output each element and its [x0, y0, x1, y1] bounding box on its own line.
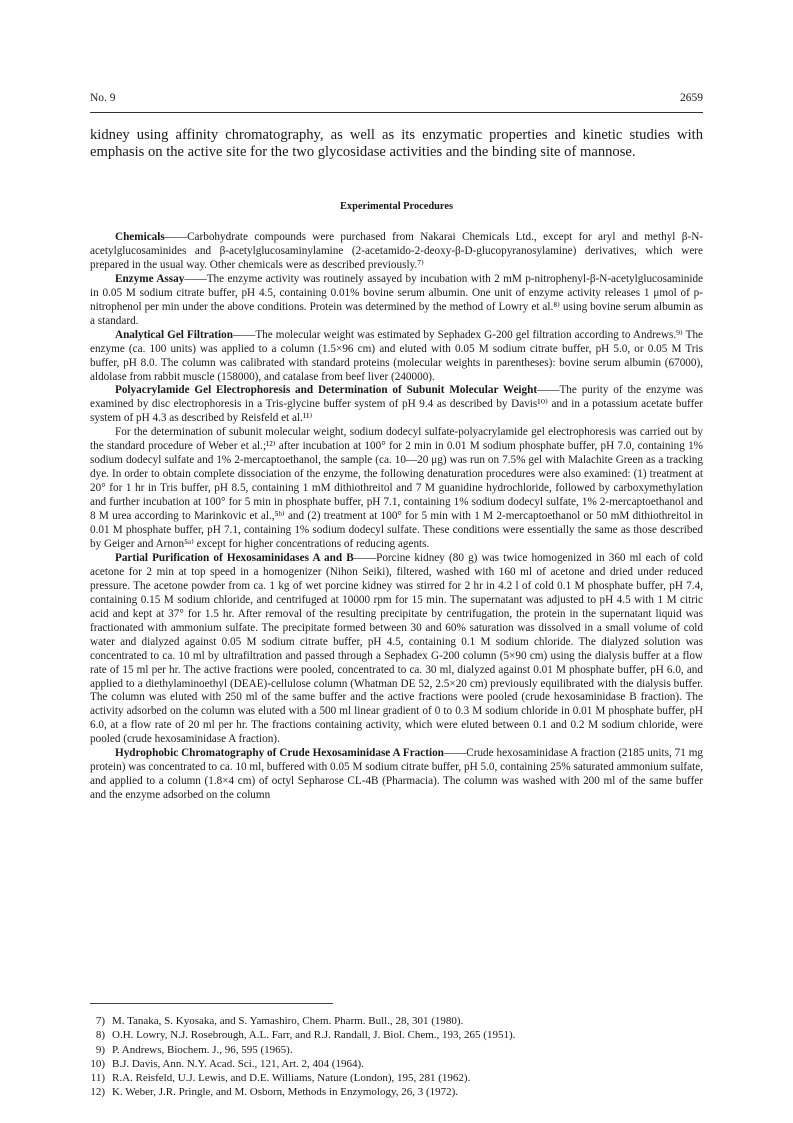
- intro-paragraph: kidney using affinity chromatography, as well as its enzymatic properties and kinetic studies with emphasis on the active site for the two glycosidase activities and the binding site of mannose.: [90, 127, 703, 161]
- footnote-text: O.H. Lowry, N.J. Rosebrough, A.L. Farr, and R.J. Randall, J. Biol. Chem., 193, 265 (1951).: [112, 1029, 516, 1042]
- page-number: 2659: [680, 92, 703, 104]
- footnote: [90, 1014, 703, 1028]
- footnote-text: B.J. Davis, Ann. N.Y. Acad. Sci., 121, Art. 2, 404 (1964).: [112, 1057, 364, 1070]
- paragraph-heading: Analytical Gel Filtration: [115, 328, 233, 341]
- paragraph-text: The molecular weight was estimated by Sephadex G-200 gel filtration according to Andrews.⁹⁾ The enzyme (ca. 100 units) was applied to a column (1.5×96 cm) and eluted with 0.05 M sodium citrate buffer, pH 5.0, or 0.05 M Tris buffer, pH 8.0. The column was calibrated with standard proteins (molecular weights in parentheses): bovine serum albumin (67000), aldolase from rabbit muscle (158000), and catalase from beef liver (240000).: [90, 328, 704, 383]
- running-header: [90, 92, 703, 108]
- paragraph-text: For the determination of subunit molecular weight, sodium dodecyl sulfate-polyacrylamide gel electrophoresis was carried out by the standard procedure of Weber et al.;¹²⁾ after incubation at 100° for 2 min in 0.01 M sodium phosphate buffer, pH 7.0, containing 1% sodium dodecyl sulfate and 1% 2-mercaptoethanol, the sample (ca. 10—20 μg) was run on 7.5% gel with Malachite Green as a tracking dye. In order to obtain complete dissociation of the enzyme, the following denaturation procedures were also examined: (1) treatment at 20° for 1 hr in Tris buffer, pH 8.5, containing 1 mM dithiothreitol and 7 M guanidine hydrochloride, followed by carboxymethylation and further incubation at 100° for 5 min in phosphate buffer, pH 7.1, containing 1% sodium dodecyl sulfate, 1% 2-mercaptoethanol and 8 M urea according to Marinkovic et al.,⁵ᵇ⁾ and (2) treatment at 100° for 5 min with 1 M 2-mercaptoethanol or 50 mM dithiothreitol in 0.01 M phosphate buffer, pH 7.1, containing 1% sodium dodecyl sulfate. These conditions were essentially the same as those described by Geiger and Arnon⁵ᵃ⁾ except for higher concentrations of reducing agents.: [90, 426, 703, 550]
- footnote-rule: [90, 1003, 333, 1004]
- footnote: [90, 1028, 703, 1042]
- footnote: [90, 1043, 703, 1057]
- footnote-number: 7): [95, 1015, 105, 1027]
- heading-dash: ——: [164, 231, 188, 243]
- footnote-text: M. Tanaka, S. Kyosaka, and S. Yamashiro, Chem. Pharm. Bull., 28, 301 (1980).: [112, 1015, 464, 1027]
- footnotes: [90, 1014, 703, 1100]
- footnote-number: 9): [95, 1043, 105, 1056]
- paragraph-heading: Enzyme Assay: [115, 272, 185, 285]
- footnote: [90, 1057, 703, 1071]
- heading-dash: ——: [232, 328, 256, 341]
- paragraph-electrophoresis: [90, 384, 703, 426]
- paragraph-text: The enzyme activity was routinely assayed by incubation with 2 mM p-nitrophenyl-β-N-acetylglucosaminide in 0.05 M sodium citrate buffer, pH 4.5, containing 0.01% bovine serum albumin. One unit of enzyme activity releases 1 μmol of p-nitrophenol per min under the above conditions. Protein was determined by the method of Lowry et al.⁸⁾ using bovine serum albumin as a standard.: [90, 272, 703, 327]
- heading-dash: ——: [353, 551, 377, 564]
- paragraph-gel-filtration: [90, 329, 703, 385]
- heading-dash: ——: [443, 747, 467, 760]
- footnote: [90, 1071, 703, 1085]
- header-rule: [90, 112, 703, 113]
- paragraph-text: Porcine kidney (80 g) was twice homogenized in 360 ml each of cold acetone for 2 min at top speed in a homogenizer (Nihon Seiki), filtered, washed with 160 ml of acetone and dried under reduced pressure. The acetone powder from ca. 1 kg of wet porcine kidney was stirred for 2 hr in 4.2 l of cold 0.1 M phosphate buffer, pH 7.4, containing 0.15 M sodium chloride, and centrifuged at 10000 rpm for 15 min. The supernatant was adjusted to pH 4.5 with 1 M citric acid and kept at 37° for 1.5 hr. After removal of the resulting precipitate by centrifugation, the protein in the supernatant liquid was fractionated with ammonium sulfate. The precipitate formed between 30 and 60% saturation was dissolved in a small volume of cold water and dialyzed against 0.05 M sodium citrate buffer, pH 4.5, containing 0.1 M sodium chloride. The dialyzed solution was concentrated to ca. 10 ml by ultrafiltration and passed through a Sephadex G-200 column (5×90 cm) using the dialysis buffer at a flow rate of 15 ml per hr. The active fractions were pooled, concentrated to ca. 30 ml, dialyzed against 0.01 M phosphate buffer, pH 6.0, and applied to a diethylaminoethyl (DEAE)-cellulose column (Whatman DE 52, 2.5×20 cm) previously equilibrated with the dialysis buffer. The column was eluted with 250 ml of the same buffer and the active fractions were pooled (crude hexosaminidase B fraction). The activity adsorbed on the column was eluted with a 500 ml linear gradient of 0 to 0.3 M sodium chloride in 0.01 M phosphate buffer, pH 6.0, at a flow rate of 20 ml per hr. The fractions containing activity, which were eluted between 0.1 and 0.2 M sodium chloride, were pooled (crude hexosaminidase A fraction).: [90, 551, 704, 746]
- paragraph-heading: Partial Purification of Hexosaminidases A and B: [115, 551, 354, 564]
- footnote-number: 11): [90, 1072, 105, 1085]
- footnote-number: 12): [90, 1086, 105, 1099]
- paragraph-text: Crude hexosaminidase A fraction (2185 units, 71 mg protein) was concentrated to ca. 10 ml, buffered with 0.05 M sodium citrate buffer, pH 5.0, containing 25% saturated ammonium sulfate, and applied to a column (1.8×4 cm) of octyl Sepharose CL-4B (Pharmacia). The column was washed with 200 ml of the same buffer and the enzyme adsorbed on the column: [90, 747, 703, 802]
- footnote-number: 8): [95, 1029, 105, 1042]
- paragraph-text: Carbohydrate compounds were purchased from Nakarai Chemicals Ltd., except for aryl and methyl β-N-acetylglucosaminides and β-acetylglucosaminylamine (2-acetamido-2-deoxy-β-D-glucopyranosylamine) derivatives, which were prepared in the usual way. Other chemicals were as described previously.⁷⁾: [90, 231, 703, 271]
- footnote-text: P. Andrews, Biochem. J., 96, 595 (1965).: [112, 1043, 293, 1056]
- paragraph-heading: Hydrophobic Chromatography of Crude Hexosaminidase A Fraction: [115, 747, 444, 760]
- section-title: Experimental Procedures: [339, 201, 454, 212]
- paragraph-enzyme-assay: [90, 273, 703, 329]
- journal-issue-number: No. 9: [90, 92, 116, 104]
- footnote-text: R.A. Reisfeld, U.J. Lewis, and D.E. Williams, Nature (London), 195, 281 (1962).: [112, 1072, 471, 1085]
- paragraph-text: The purity of the enzyme was examined by disc electrophoresis in a Tris-glycine buffer system of pH 9.4 as described by Davis¹⁰⁾ and in a potassium acetate buffer system of pH 4.3 as described by Reisfeld et al.¹¹⁾: [90, 384, 703, 425]
- paragraph-chemicals: [90, 231, 703, 273]
- heading-dash: ——: [184, 272, 207, 285]
- paragraph-subunit-weight: [90, 426, 703, 552]
- paragraph-partial-purification: [90, 552, 703, 747]
- body-text: [90, 231, 703, 803]
- footnote-number: 10): [90, 1057, 105, 1070]
- paragraph-hydrophobic-chromatography: [90, 747, 703, 803]
- footnote-text: K. Weber, J.R. Pringle, and M. Osborn, Methods in Enzymology, 26, 3 (1972).: [112, 1086, 459, 1099]
- footnote: [90, 1085, 703, 1099]
- paragraph-heading: Polyacrylamide Gel Electrophoresis and Determination of Subunit Molecular Weight: [115, 384, 538, 397]
- paragraph-heading: Chemicals: [115, 231, 165, 243]
- heading-dash: ——: [537, 384, 560, 397]
